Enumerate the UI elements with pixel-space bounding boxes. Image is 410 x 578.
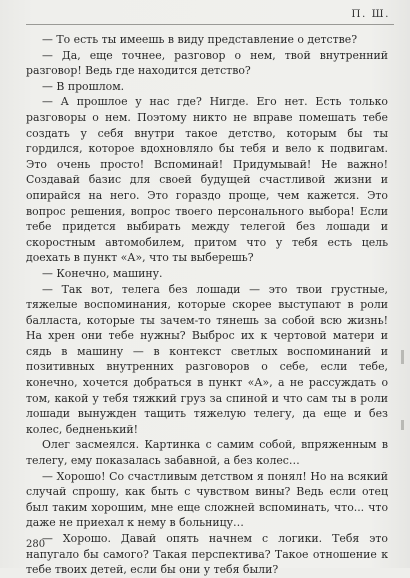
paragraph: — Хорошо! Со счастливым детством я понял! Но на всякий случай спрошу, как быть с чувством вины? Ведь если отец был таким хорошим, мне еще сложней вспоминать, что... что даже не приехал к нему в больницу…	[26, 469, 388, 530]
body-text	[26, 32, 388, 578]
page-header	[26, 6, 394, 25]
page-number: 280	[26, 539, 46, 550]
paragraph: — Так вот, телега без лошади — это твои грустные, тяжелые воспоминания, которые скорее выступают в роли балласта, которые ты зачем-то тянешь за собой всю жизнь! На хрен они тебе нужны? Выброс их к чертовой матери и сядь в машину — в контекст светлых воспоминаний и позитивных внутренних разговоров о себе, если тебе, конечно, хочется добраться в пункт «А», а не рассуждать о том, какой у тебя тяжкий груз за спиной и что сам ты в роли лошади вынужден тащить тяжелую телегу, да еще и без колес, бедненький!	[26, 282, 388, 436]
paragraph: — То есть ты имеешь в виду представление о детстве?	[42, 33, 358, 46]
paragraph: — А прошлое у нас где? Нигде. Его нет. Есть только разговоры о нем. Поэтому никто не вправе помешать тебе создать у себя внутри такое детство, которым бы ты гордился, которое вдохновляло бы тебя и вело к подвигам. Это очень просто! Вспоминай! Придумывай! Не важно! Создавай базис для своей будущей счастливой жизни и опирайся на него. Это гораздо проще, чем кажется. Это вопрос решения, вопрос твоего персонального выбора! Если тебе придется выбирать между телегой без лошади и скоростным автомобилем, притом что у тебя есть цель доехать в пункт «А», что ты выберешь?	[26, 95, 388, 265]
running-head: П. Ш.	[351, 8, 390, 20]
paragraph: — Конечно, машину.	[42, 266, 163, 280]
paragraph: — Хорошо. Давай опять начнем с логики. Тебя это напугало бы самого? Такая перспектива? Такое отношение к тебе твоих детей, если бы они у тебя были?	[26, 532, 388, 577]
edge-mark	[401, 350, 404, 364]
edge-mark	[401, 420, 404, 430]
paragraph: Олег засмеялся. Картинка с самим собой, впряженным в телегу, ему показалась забавной, а без колес…	[26, 438, 388, 468]
paragraph: — В прошлом.	[42, 79, 125, 93]
paragraph: — Да, еще точнее, разговор о нем, твой внутренний разговор! Ведь где находится детство?	[26, 48, 388, 78]
